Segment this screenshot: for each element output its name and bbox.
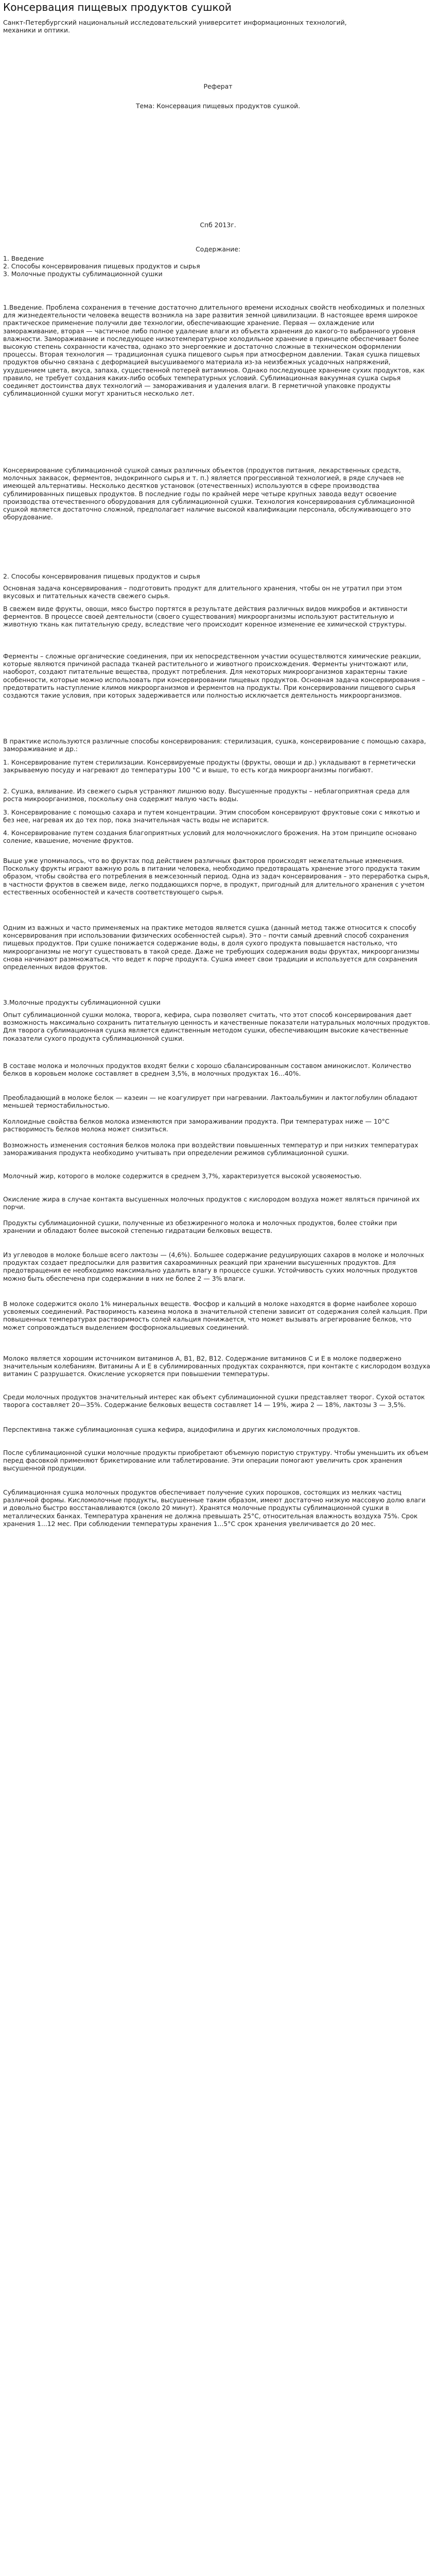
paragraph: Из углеводов в молоке больше всего лактозы — (4,6%). Большее содержание редуцирующих сахаров в молоке и молочных продуктах создает предпосылки для развития сахароаминных реакций при хранении высушенных продуктов. Для предотвращения ее необходимо максимально удалить влагу в процессе сушки. Устойчивость сухих молочных продуктов можно быть обеспечена при содержании в них не более 2 — 3% влаги. (3, 1251, 424, 1282)
document-title: Консервация пищевых продуктов сушкой (3, 1, 232, 13)
paragraph: 1.Введение. Проблема сохранения в течение достаточно длительного времени исходных свойств необходимых и полезных для жизнедеятельности человека веществ возникла на заре развития земной цивилизации. В настоящее время широкое практическое применение получили две технологии, обеспечивающие хранение. Первая — охлаждение или замораживание, вторая — частичное либо полное удаление влаги из объекта хранения до какого-то выбранного уровня влажности. Замораживание и последующее низкотемпературное холодильное хранение в принципе обеспечивает более высокую степень сохранности качества, однако это энергоемкие и достаточно сложные в техническом оформлении процессы. Вторая технология — традиционная сушка пищевого сырья при атмосферном давлении. Такая сушка пищевых продуктов обычно связана с деформацией высушиваемого материала из-за неизбежных усадочных напряжений, ухудшением цвета, вкуса, запаха, существенной потерей витаминов. Однако последующее хранение сухих продуктов, как правило, не требует создания каких-либо особых температурных условий. Сублимационная вакуумная сушка сырья соединяет достоинства двух технологий — замораживания и удаления влаги. В герметичной упаковке продукты сублимационной сушки могут храниться несколько лет. (3, 303, 425, 398)
paragraph: Окисление жира в случае контакта высушенных молочных продуктов с кислородом воздуха может являться причиной их порчи. (3, 1195, 420, 1211)
paragraph: Преобладающий в молоке белок — казеин — не коагулирует при нагревании. Лактоальбумин и лактоглобулин обладают меньшей термостабильностью. (3, 1094, 418, 1110)
genre-label: Реферат (203, 82, 233, 90)
city-year: Спб 2013г. (200, 221, 236, 229)
paragraph: Сублимационная сушка молочных продуктов обеспечивает получение сухих порошков, состоящих из мелких частиц различной формы. Кисломолочные продукты, высушенные таким образом, имеют достаточно низкую массовую долю влаги и довольно быстро восстанавливаются (около 20 минут). Хранятся молочные продукты сублимационной сушки в металлических банках. Температура хранения не должна превышать 25°С, относительная влажность воздуха 75%. Срок хранения 1...12 мес. При соблюдении температуры хранения 1...5°С срок хранения увеличивается до 20 мес. (3, 1488, 426, 1528)
paragraph: В свежем виде фрукты, овощи, мясо быстро портятся в результате действия различных видов микробов и активности ферментов. В процессе своей деятельности (своего существования) микроорганизмы используют растительную и животную ткань как питательную среду, вследствие чего происходит коренное изменение ее химической структуры. (3, 605, 408, 629)
paragraph: В составе молока и молочных продуктов входят белки с хорошо сбалансированным составом аминокислот. Количество белков в коровьем молоке составляет в среднем 3,5%, в молочных продуктах 16...40%. (3, 1062, 411, 1078)
paragraph: Выше уже упоминалось, что во фруктах под действием различных факторов происходят нежелательные изменения. Поскольку фрукты играют важную роль в питании человека, необходимо предотвращать хранение этого продукта таким образом, чтобы свойства его потребления в межсезонный период. Одна из задач консервирования – это переработка сырья, в частности фруктов в свежем виде, легко поддающихся порче, в продукт, пригодный для длительного хранения с учетом естественных особенностей и качеств соответствующего сырья. (3, 857, 430, 896)
section-heading: 3.Молочные продукты сублимационной сушки (3, 998, 161, 1006)
paragraph: После сублимационной сушки молочные продукты приобретают объемную пористую структуру. Чтобы уменьшить их объем перед фасовкой применяют брикетирование или таблетирование. Эти операции помогают увеличить срок хранения высушенной продукции. (3, 1449, 428, 1472)
paragraph: Основная задача консервирования – подготовить продукт для длительного хранения, чтобы он не утратил при этом вкусовых и питательных качеств свежего сырья. (3, 584, 402, 600)
paragraph: Ферменты – сложные органические соединения, при их непосредственном участии осуществляются химические реакции, которые являются причиной распада тканей растительного и животного происхождения. Ферменты уничтожают или, наоборот, создают питательные вещества, продукт потребления. Для некоторых микроорганизмов характерны такие особенности, которые можно использовать при консервировании пищевых продуктов. Основная задача консервирования – предотвратить наступление климов микроорганизмов и ферментов на продукты. При консервировании пищевого сырья создаются такие условия, при которых задерживается или полностью исключается деятельность микроорганизмов. (3, 652, 425, 700)
section-heading: 2. Способы консервирования пищевых продуктов и сырья (3, 572, 200, 580)
topic-line: Тема: Консервация пищевых продуктов сушкой. (135, 102, 301, 110)
paragraph: Коллоидные свойства белков молока изменяются при замораживании продукта. При температурах ниже — 10°С растворимость белков молока может снизиться. (3, 1117, 390, 1133)
contents-list (3, 255, 430, 278)
paragraph: Опыт сублимационной сушки молока, творога, кефира, сыра позволяет считать, что этот способ консервирования дает возможность максимально сохранить питательную ценность и качественные показатели натуральных молочных продуктов. Для творога сублимационная сушка является единственным методом сушки, обеспечивающим высокие качественные показатели сухого продукта сублимационной сушки. (3, 1011, 430, 1042)
paragraph: Перспективна также сублимационная сушка кефира, ацидофилина и других кисломолочных продуктов. (3, 1426, 360, 1433)
paragraph: Одним из важных и часто применяемых на практике методов является сушка (данный метод также относится к способу консервирования при использовании физических особенностей сырья). Это – почти самый древний способ сохранения пищевых продуктов. При сушке понижается содержание воды, в доля сухого продукта повышается настолько, что микроорганизмы не могут существовать в такой среде. Даже не требующих содержания воды фруктах, микроорганизмы снова начинают размножаться, что ведет к порче продукта. Сушка имеет свои традиции и используется для сохранения определенных видов фруктов. (3, 924, 420, 971)
paragraph: В практике используются различные способы консервирования: стерилизация, сушка, консервирование с помощью сахара, замораживание и др.: (3, 737, 426, 753)
contents-item: 1. Введение (3, 255, 44, 262)
contents-item: 3. Молочные продукты сублимационной сушки (3, 270, 163, 278)
paragraph: 2. Сушка, вяливание. Из свежего сырья устраняют лишнюю воду. Высушенные продукты – неблагоприятная среда для роста микроорганизмов, поскольку она содержит малую часть воды. (3, 787, 410, 803)
contents-heading: Содержание: (196, 245, 240, 253)
paragraph: Продукты сублимационной сушки, полученные из обезжиренного молока и молочных продуктов, более стойки при хранении и обладают более высокой степенью гидратации белковых веществ. (3, 1219, 397, 1235)
paragraph: Молочный жир, которого в молоке содержится в среднем 3,7%, характеризуется высокой усвояемостью. (3, 1172, 362, 1180)
institution-line: Санкт-Петербургский национальный исследовательский университет информационных технологий, механики и оптики. (3, 19, 347, 35)
paragraph: Среди молочных продуктов значительный интерес как объект сублимационной сушки представляет творог. Сухой остаток творога составляет 20—35%. Содержание белковых веществ составляет 14 — 19%, жира 2 — 18%, лактозы 3 — 3,5%. (3, 1393, 425, 1409)
paragraph: 4. Консервирование путем создания благоприятных условий для молочнокислого брожения. На этом принципе основано соление, квашение, мочение фруктов. (3, 829, 417, 845)
paragraph: Молоко является хорошим источником витаминов А, В1, В2, В12. Содержание витаминов С и Е в молоке подвержено значительным колебаниям. Витамины А и Е в сублимированных продуктах сохраняются, при контакте с кислородом воздуха витамин С разрушается. Окисление ускоряется при повышении температуры. (3, 1354, 430, 1378)
paragraph: Возможность изменения состояния белков молока при воздействии повышенных температур и при низких температурах замораживания продукта необходимо учитывать при определении режимов сублимационной сушки. (3, 1141, 418, 1157)
paragraph: 1. Консервирование путем стерилизации. Консервируемые продукты (фрукты, овощи и др.) укладывают в герметически закрываемую посуду и нагревают до температуры 100 °С и выше, то есть когда микроорганизмы погибают. (3, 758, 416, 774)
paragraph: В молоке содержится около 1% минеральных веществ. Фосфор и кальций в молоке находятся в форме наиболее хорошо усвояемых соединений. Растворимость казеина молока в значительной степени зависит от содержания солей кальция. При повышенных температурах растворимость солей кальция понижается, что может вызывать агрегирование белков, что может сопровождаться выделением фосфорнокальциевых соединений. (3, 1300, 427, 1331)
paragraph: 3. Консервирование с помощью сахара и путем концентрации. Этим способом консервируют фруктовые соки с мякотью и без нее, нагревая их до тех пор, пока значительная часть воды не испарится. (3, 808, 420, 824)
contents-item: 2. Способы консервирования пищевых продуктов и сырья (3, 262, 200, 270)
paragraph: Консервирование сублимационной сушкой самых различных объектов (продуктов питания, лекарственных средств, молочных заквасок, ферментов, эндокринного сырья и т. п.) является прогрессивной технологией, в ряде случаев не имеющей альтернативы. Несколько десятков установок (отечественных) используются в сфере производства сублимированных пищевых продуктов. В последние годы по крайней мере четыре крупных завода ведут освоение производства отечественного оборудования для сублимационной сушки. Технология консервирования сублимационной сушкой является достаточно сложной, предполагает наличие высокой квалификации персонала, обслуживающего это оборудование. (3, 466, 415, 521)
